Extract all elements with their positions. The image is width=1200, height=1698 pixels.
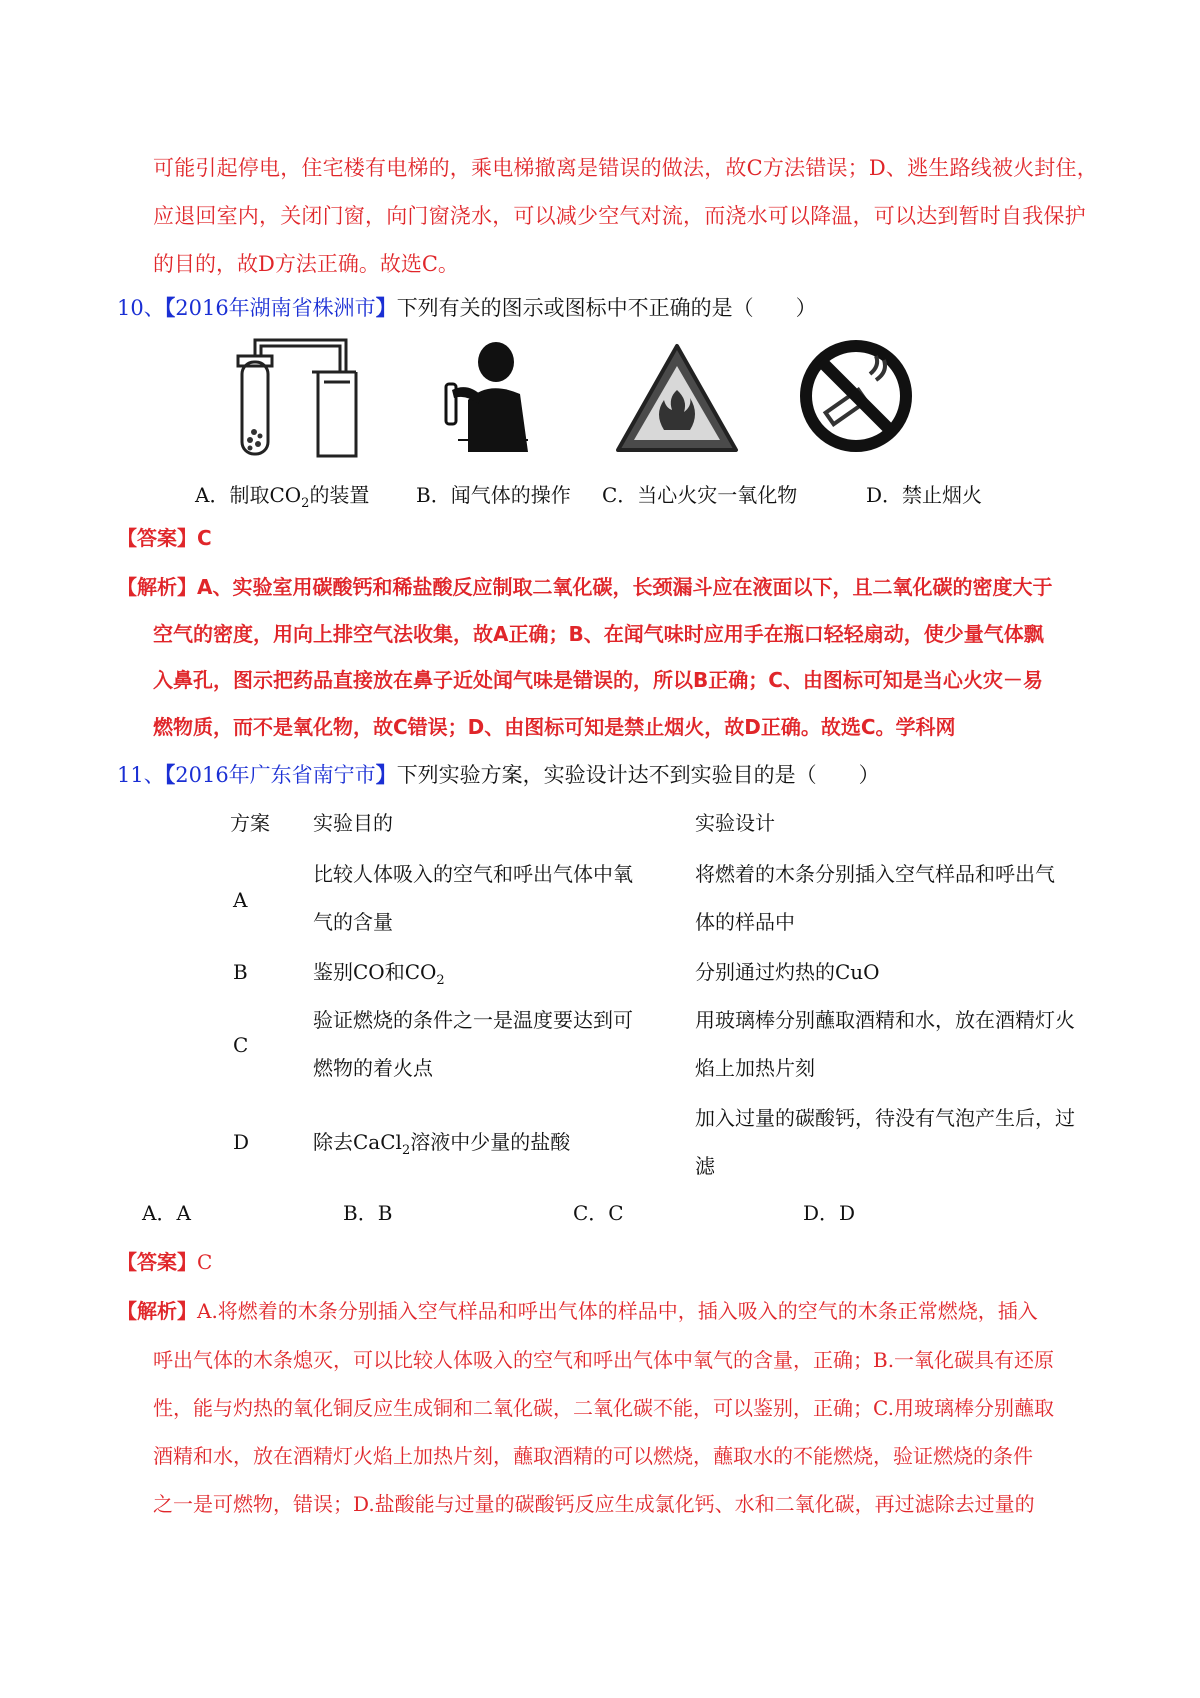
q10-source-close: 】 bbox=[375, 295, 397, 320]
q10-analysis-line-3: 入鼻孔，图示把药品直接放在鼻子近处闻气味是错误的，所以B正确；C、由图标可知是当心火灾－易 bbox=[153, 668, 1043, 692]
q10-analysis-line-1: 【解析】A、实验室用碳酸钙和稀盐酸反应制取二氧化碳，长颈漏斗应在液面以下，且二氧化碳的密度大于 bbox=[117, 575, 1053, 599]
prev-analysis-line-3: 的目的，故D方法正确。故选C。 bbox=[153, 252, 459, 276]
prev-analysis-line-2: 应退回室内，关闭门窗，向门窗浇水，可以减少空气对流，而浇水可以降温，可以达到暂时自我保护 bbox=[153, 204, 1086, 228]
q10-analysis-line-4: 燃物质，而不是氧化物，故C错误；D、由图标可知是禁止烟火，故D正确。故选C。学科网 bbox=[153, 715, 956, 739]
q10-source-open: 【 bbox=[164, 295, 176, 320]
table-header-design: 实验设计 bbox=[695, 811, 775, 835]
q11-answer: 【答案】C bbox=[117, 1250, 213, 1274]
table-row-a-design-1: 将燃着的木条分别插入空气样品和呼出气 bbox=[695, 862, 1055, 886]
table-row-c-purpose-1: 验证燃烧的条件之一是温度要达到可 bbox=[313, 1008, 633, 1032]
table-row-d-design-1: 加入过量的碳酸钙，待没有气泡产生后，过 bbox=[695, 1106, 1075, 1130]
q11-source-close: 】 bbox=[375, 762, 397, 787]
table-header-purpose: 实验目的 bbox=[313, 811, 393, 835]
q11-analysis-line-2: 呼出气体的木条熄灭，可以比较人体吸入的空气和呼出气体中氧气的含量，正确；B.一氧化碳具有还原 bbox=[153, 1348, 1055, 1372]
figure-caption-c: C．当心火灾一氧化物 bbox=[602, 483, 798, 507]
table-header-plan: 方案 bbox=[230, 811, 270, 835]
q10-analysis-line-2: 空气的密度，用向上排空气法收集，故A正确；B、在闻气味时应用手在瓶口轻轻扇动，使少量气体飘 bbox=[153, 622, 1044, 646]
table-row-c-purpose-2: 燃物的着火点 bbox=[313, 1056, 433, 1080]
smelling-gas-person-icon bbox=[428, 340, 538, 470]
figure-caption-b: B．闻气体的操作 bbox=[416, 483, 571, 507]
table-row-b-design: 分别通过灼热的CuO bbox=[695, 960, 880, 984]
table-row-b-plan: B bbox=[233, 960, 248, 984]
q11-source: 2016年广东省南宁市 bbox=[175, 763, 376, 787]
figure-caption-a: A．制取$CO_2$的装置 bbox=[195, 483, 370, 511]
option-d: D．D bbox=[803, 1201, 856, 1225]
q10-source: 2016年湖南省株洲市 bbox=[175, 296, 376, 320]
q10-number: 10、 bbox=[117, 296, 165, 320]
q11-question-text: 下列实验方案，实验设计达不到实验目的是（ ） bbox=[396, 763, 880, 787]
table-row-b-purpose: 鉴别CO和$CO_2$ bbox=[313, 960, 445, 988]
table-row-d-purpose: 除去CaCl$_2$溶液中少量的盐酸 bbox=[313, 1130, 571, 1158]
flammable-warning-triangle-icon bbox=[612, 340, 742, 460]
q10-question-text: 下列有关的图示或图标中不正确的是（ ） bbox=[396, 296, 817, 320]
table-row-a-purpose-1: 比较人体吸入的空气和呼出气体中氧 bbox=[313, 862, 633, 886]
q11-analysis-line-5: 之一是可燃物，错误；D.盐酸能与过量的碳酸钙反应生成氯化钙、水和二氧化碳，再过滤除去过量的 bbox=[153, 1492, 1035, 1516]
q11-analysis-line-1: 【解析】A.将燃着的木条分别插入空气样品和呼出气体的样品中，插入吸入的空气的木条正常燃烧，插入 bbox=[117, 1299, 1038, 1323]
table-row-a-plan: A bbox=[233, 888, 248, 912]
q11-stem bbox=[117, 764, 880, 786]
table-row-c-plan: C bbox=[233, 1033, 249, 1057]
figure-caption-d: D．禁止烟火 bbox=[866, 483, 983, 507]
table-row-c-design-1: 用玻璃棒分别蘸取酒精和水，放在酒精灯火 bbox=[695, 1008, 1075, 1032]
table-row-a-purpose-2: 气的含量 bbox=[313, 910, 393, 934]
table-row-c-design-2: 焰上加热片刻 bbox=[695, 1056, 815, 1080]
table-row-a-design-2: 体的样品中 bbox=[695, 910, 795, 934]
no-smoking-sign-icon bbox=[796, 336, 916, 456]
option-b: B．B bbox=[343, 1201, 393, 1225]
gas-collection-apparatus-icon bbox=[228, 332, 368, 472]
q11-source-open: 【 bbox=[164, 762, 176, 787]
prev-analysis-line-1: 可能引起停电，住宅楼有电梯的，乘电梯撤离是错误的做法，故C方法错误；D、逃生路线被火封住， bbox=[153, 156, 1098, 180]
q11-analysis-line-3: 性，能与灼热的氧化铜反应生成铜和二氧化碳，二氧化碳不能，可以鉴别，正确；C.用玻璃棒分别蘸取 bbox=[153, 1396, 1054, 1420]
q10-answer: 【答案】C bbox=[117, 526, 212, 550]
q11-number: 11、 bbox=[117, 763, 165, 787]
q11-analysis-line-4: 酒精和水，放在酒精灯火焰上加热片刻，蘸取酒精的可以燃烧，蘸取水的不能燃烧，验证燃烧的条件 bbox=[153, 1444, 1033, 1468]
option-a: A．A bbox=[142, 1201, 191, 1225]
option-c: C．C bbox=[573, 1201, 624, 1225]
table-row-d-plan: D bbox=[233, 1130, 250, 1154]
q10-stem bbox=[117, 297, 817, 319]
table-row-d-design-2: 滤 bbox=[695, 1154, 715, 1178]
